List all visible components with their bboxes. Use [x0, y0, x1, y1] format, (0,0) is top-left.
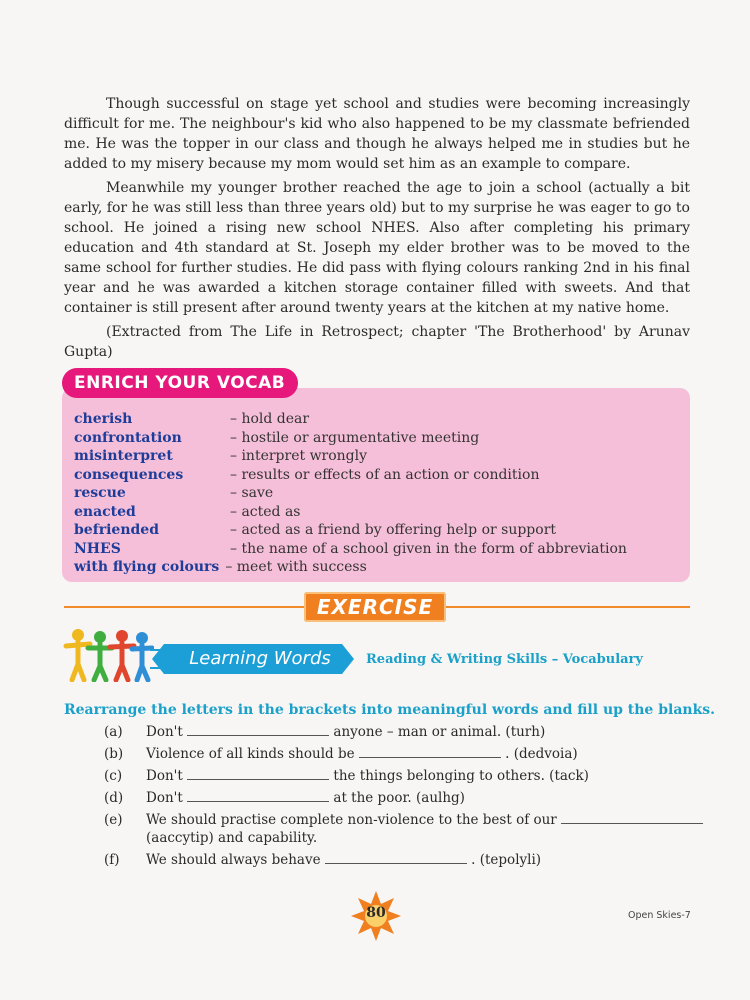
vocab-term: NHES: [74, 540, 121, 557]
vocab-entry: [74, 466, 680, 485]
vocab-entry: [74, 447, 680, 466]
vocab-definition: – interpret wrongly: [230, 448, 368, 464]
question-text: Violence of all kinds should be: [146, 746, 355, 762]
vocab-entry: [74, 503, 680, 522]
vocab-definition: – acted as: [230, 503, 301, 520]
exercise-instruction: Rearrange the letters in the brackets into meaningful words and fill up the blanks.: [64, 702, 716, 718]
vocab-term: cherish: [74, 411, 133, 427]
question-hint: . (tepolyli): [471, 852, 542, 868]
question-text: Don't: [146, 768, 183, 784]
divider: [446, 606, 690, 608]
story-text: [64, 94, 690, 366]
vocab-term: misinterpret: [74, 448, 173, 464]
vocab-term: befriended: [74, 522, 159, 538]
vocab-definition: – meet with success: [225, 559, 367, 575]
vocab-entry: [74, 521, 680, 540]
vocab-term: enacted: [74, 503, 136, 520]
question-label: (c): [104, 768, 123, 784]
question-text: Don't: [146, 790, 183, 806]
question-label: (f): [104, 852, 120, 868]
vocab-term: consequences: [74, 466, 184, 483]
question-label: (b): [104, 746, 124, 762]
vocab-definition: – hostile or argumentative meeting: [230, 429, 480, 446]
question-hint: at the poor. (aulhg): [333, 790, 465, 806]
answer-blank[interactable]: [359, 744, 501, 758]
answer-blank[interactable]: [187, 766, 329, 780]
divider: [64, 606, 304, 608]
vocab-heading: ENRICH YOUR VOCAB: [62, 368, 298, 398]
answer-blank[interactable]: [561, 810, 703, 824]
vocab-definition: – hold dear: [230, 411, 310, 427]
vocab-entry: [74, 429, 680, 448]
question-label: (a): [104, 724, 123, 740]
paragraph: Meanwhile my younger brother reached the age to join a school (actually a bit early, for he was still less than three years old) but to my surprise he was eager to go to school. He joined a rising new school NHES. Also after completing his primary education and 4th standard at St. Joseph my elder brother was to be moved to the same school for further studies. He did pass with flying colours ranking 2nd in his final year and he was awarded a kitchen storage container filled with sweets. And that container is still present after around twenty years at the kitchen at my native home.: [64, 180, 690, 316]
vocab-entry: [74, 410, 680, 429]
question-hint: the things belonging to others. (tack): [333, 768, 589, 784]
vocab-entry: [74, 540, 680, 559]
book-title: Open Skies-7: [628, 910, 691, 921]
section-subtitle: Reading & Writing Skills – Vocabulary: [366, 652, 643, 667]
page-number: 80: [366, 905, 386, 921]
question-text: We should practise complete non-violence to the best of our: [146, 812, 557, 828]
citation: (Extracted from The Life in Retrospect; chapter 'The Brotherhood' by Arunav Gupta): [64, 324, 690, 360]
vocab-definition: – acted as a friend by offering help or support: [230, 522, 557, 538]
vocab-entry: [74, 484, 680, 503]
question-text: Don't: [146, 724, 183, 740]
vocab-definition: – results or effects of an action or condition: [230, 466, 540, 483]
vocab-term: with flying colours: [74, 559, 220, 575]
vocab-definition: – the name of a school given in the form of abbreviation: [230, 540, 627, 557]
paragraph: Though successful on stage yet school and studies were becoming increasingly difficult for me. The neighbour's kid who also happened to be my classmate befriended me. He was the topper in our class and though he always helped me in studies but he added to my misery because my mom would set him as an example to compare.: [64, 96, 690, 172]
answer-blank[interactable]: [187, 722, 329, 736]
vocab-definition: – save: [230, 485, 274, 501]
vocab-term: confrontation: [74, 429, 182, 446]
vocab-box: [62, 388, 690, 582]
exercise-badge: EXERCISE: [304, 592, 446, 622]
question-label: (d): [104, 790, 124, 806]
question-label: (e): [104, 812, 123, 828]
question-hint: (aaccytip) and capability.: [146, 830, 318, 846]
question-hint: . (dedvoia): [505, 746, 578, 762]
question-text: We should always behave: [146, 852, 321, 868]
section-title: Learning Words: [189, 648, 331, 669]
answer-blank[interactable]: [187, 788, 329, 802]
question-hint: anyone – man or animal. (turh): [333, 724, 546, 740]
vocab-term: rescue: [74, 485, 126, 501]
vocab-entry: [74, 558, 680, 577]
children-icon: [62, 626, 154, 682]
answer-blank[interactable]: [325, 850, 467, 864]
